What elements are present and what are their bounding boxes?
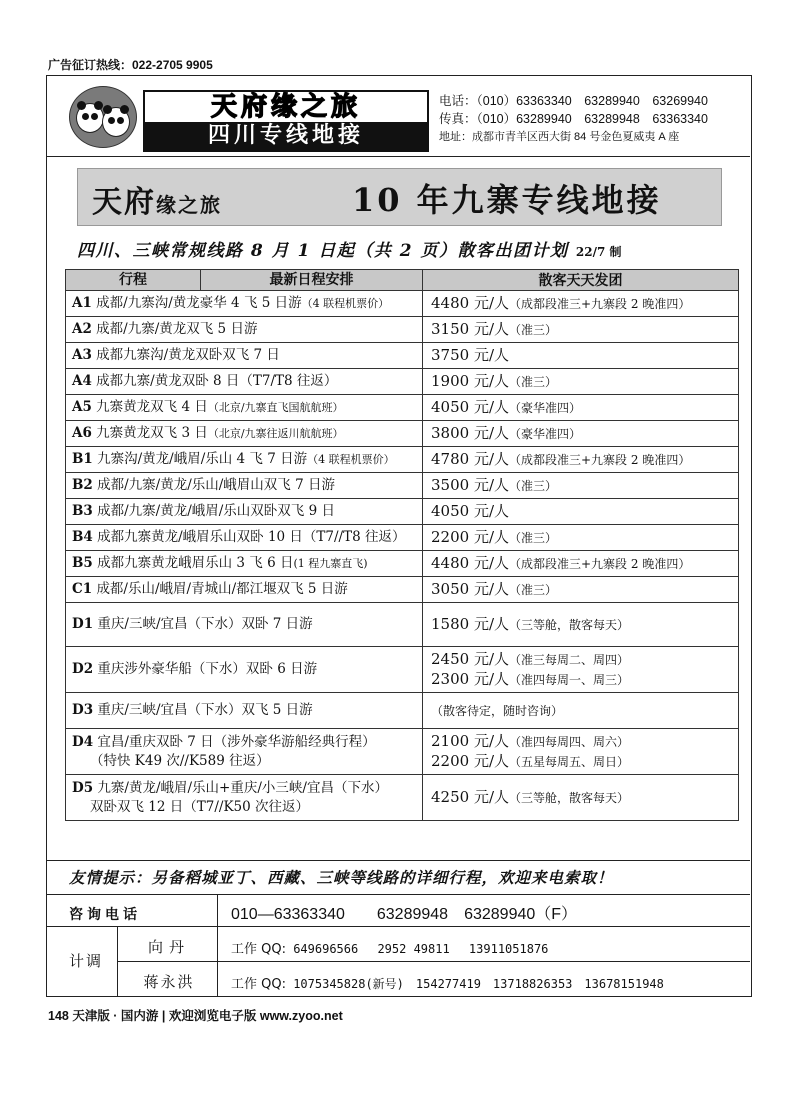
route-cell bbox=[66, 369, 423, 395]
price-cell bbox=[423, 291, 739, 317]
route-cell bbox=[66, 317, 423, 343]
route-cell bbox=[66, 693, 423, 729]
price-note: （准三） bbox=[509, 374, 558, 389]
route-cell bbox=[66, 473, 423, 499]
table-row bbox=[66, 369, 739, 395]
route-note: （北京/九寨往返川航航班） bbox=[207, 427, 344, 440]
price-note: （准三） bbox=[509, 530, 558, 545]
route-code: B4 bbox=[72, 529, 93, 545]
price-note: （五星每周五、周日） bbox=[509, 754, 630, 769]
route-cell bbox=[66, 343, 423, 369]
price-note: （豪华准四） bbox=[509, 400, 582, 415]
price-cell bbox=[423, 317, 739, 343]
route-note: （4 联程机票价） bbox=[301, 297, 390, 310]
price-cell bbox=[423, 369, 739, 395]
route-code: A3 bbox=[72, 347, 92, 363]
divider bbox=[47, 860, 750, 861]
price-value: 2200 元/人 bbox=[431, 527, 509, 546]
route-cell bbox=[66, 603, 423, 647]
header-schedule: 最新日程安排 bbox=[269, 272, 354, 288]
route-name-cont: 双卧双飞 12 日（T7//K50 次往返） bbox=[90, 799, 310, 815]
route-name-cont: （特快 K49 次//K589 往返） bbox=[90, 753, 270, 769]
banner-headline: 10 年九寨专线地接 bbox=[352, 181, 662, 219]
route-cell bbox=[66, 647, 423, 693]
price-value: 2450 元/人 bbox=[431, 649, 509, 668]
price-cell bbox=[423, 577, 739, 603]
route-name: 重庆涉外豪华船（下水）双卧 6 日游 bbox=[97, 661, 318, 677]
table-row bbox=[66, 473, 739, 499]
price-note: （成都段准三+九寨段 2 晚准四） bbox=[509, 452, 691, 467]
panda-logo-icon bbox=[69, 86, 137, 148]
route-cell bbox=[66, 775, 423, 821]
price-value: 1900 元/人 bbox=[431, 371, 509, 390]
price-value: 3800 元/人 bbox=[431, 423, 509, 442]
route-name: 重庆/三峡/宜昌（下水）双飞 5 日游 bbox=[97, 702, 313, 718]
price-value: 3150 元/人 bbox=[431, 319, 509, 338]
address-line: 地址：成都市青羊区西大街 84 号金色夏威夷 A 座 bbox=[439, 131, 680, 143]
route-cell bbox=[66, 395, 423, 421]
price-value: 4050 元/人 bbox=[431, 501, 509, 520]
price-value: 2300 元/人 bbox=[431, 669, 509, 688]
price-cell bbox=[423, 525, 739, 551]
brand-slogan: 四川专线地接 bbox=[145, 122, 427, 150]
price-cell bbox=[423, 447, 739, 473]
phone-line: 电话：（010）63363340 63289940 63269940 bbox=[439, 94, 708, 108]
route-name: 成都九寨黄龙峨眉乐山 3 飞 6 日 bbox=[97, 555, 294, 571]
route-name: 成都/九寨/黄龙双飞 5 日游 bbox=[96, 321, 258, 337]
price-note: （准三每周二、周四） bbox=[509, 652, 630, 667]
table-row bbox=[66, 447, 739, 473]
route-name: 成都/九寨/黄龙/峨眉/乐山双卧双飞 9 日 bbox=[97, 503, 335, 519]
route-note: （北京/九寨直飞国航航班） bbox=[207, 401, 344, 414]
route-cell bbox=[66, 729, 423, 775]
table-header-row bbox=[66, 270, 739, 291]
route-name: 九寨沟/黄龙/峨眉/乐山 4 飞 7 日游 bbox=[97, 451, 308, 467]
route-note: （4 联程机票价） bbox=[307, 453, 395, 466]
itinerary-table bbox=[65, 269, 739, 821]
price-note: （三等舱，散客每天） bbox=[509, 617, 630, 632]
divider bbox=[47, 926, 750, 927]
route-name: 成都/九寨沟/黄龙豪华 4 飞 5 日游 bbox=[96, 295, 302, 311]
consult-label: 咨询电话 bbox=[69, 907, 141, 923]
route-cell bbox=[66, 577, 423, 603]
brand-name: 天府缘之旅 bbox=[210, 92, 361, 122]
route-code: A6 bbox=[72, 425, 92, 441]
price-value: 3750 元/人 bbox=[431, 345, 509, 364]
price-value: 3500 元/人 bbox=[431, 475, 509, 494]
route-name: 九寨黄龙双飞 4 日 bbox=[96, 399, 208, 415]
route-cell bbox=[66, 499, 423, 525]
table-row bbox=[66, 693, 739, 729]
price-cell bbox=[423, 395, 739, 421]
price-note: （豪华准四） bbox=[509, 426, 582, 441]
route-code: A5 bbox=[72, 399, 92, 415]
route-name: 九寨黄龙双飞 3 日 bbox=[96, 425, 208, 441]
table-row bbox=[66, 499, 739, 525]
divider bbox=[217, 894, 218, 996]
price-value: 3050 元/人 bbox=[431, 579, 509, 598]
planner-name: 向丹 bbox=[147, 938, 190, 956]
route-name: 九寨/黄龙/峨眉/乐山+重庆/小三峡/宜昌（下水） bbox=[97, 780, 388, 796]
route-cell bbox=[66, 421, 423, 447]
price-note: （准三） bbox=[509, 478, 558, 493]
consult-section bbox=[47, 894, 750, 996]
table-row bbox=[66, 395, 739, 421]
route-note: (1 程九寨直飞) bbox=[293, 557, 368, 570]
route-code: B1 bbox=[72, 451, 93, 467]
header bbox=[47, 76, 750, 158]
route-code: A4 bbox=[72, 373, 92, 389]
price-value: 2100 元/人 bbox=[431, 731, 509, 750]
price-note: （准四每周四、周六） bbox=[509, 734, 630, 749]
price-note: （成都段准三+九寨段 2 晚准四） bbox=[509, 296, 691, 311]
planner-contact: 工作 QQ: 1075345828(新号) 154277419 13718826353 13678151948 bbox=[231, 977, 664, 992]
price-cell bbox=[423, 421, 739, 447]
route-name: 成都/乐山/峨眉/青城山/都江堰双飞 5 日游 bbox=[96, 581, 348, 597]
price-note: （成都段准三+九寨段 2 晚准四） bbox=[509, 556, 691, 571]
price-value: 4050 元/人 bbox=[431, 397, 509, 416]
route-cell bbox=[66, 525, 423, 551]
price-value: 4480 元/人 bbox=[431, 293, 509, 312]
route-code: C1 bbox=[72, 581, 93, 597]
banner-brand: 天府缘之旅 bbox=[92, 185, 222, 220]
planner-name: 蒋永洪 bbox=[143, 973, 195, 991]
contact-block bbox=[439, 92, 749, 146]
table-row bbox=[66, 291, 739, 317]
price-cell bbox=[423, 603, 739, 647]
price-note: （准三） bbox=[509, 322, 558, 337]
route-code: A2 bbox=[72, 321, 92, 337]
planner-label: 计调 bbox=[69, 952, 104, 970]
price-cell bbox=[423, 775, 739, 821]
route-name: 重庆/三峡/宜昌（下水）双卧 7 日游 bbox=[97, 616, 313, 632]
divider bbox=[117, 961, 750, 962]
price-cell bbox=[423, 343, 739, 369]
consult-phones: 010—63363340 63289948 63289940（F） bbox=[231, 906, 578, 923]
banner bbox=[77, 168, 722, 226]
price-value: 2200 元/人 bbox=[431, 751, 509, 770]
price-cell bbox=[423, 647, 739, 693]
schedule-subtitle: 四川、三峡常规线路 8 月 1 日起（共 2 页）散客出团计划 22/7 制 bbox=[77, 241, 622, 261]
price-note: （准三） bbox=[509, 582, 558, 597]
price-cell bbox=[423, 729, 739, 775]
table-row bbox=[66, 421, 739, 447]
route-code: B5 bbox=[72, 555, 93, 571]
planner-contact: 工作 QQ: 649696566 2952 49811 13911051876 bbox=[231, 942, 549, 957]
route-code: D2 bbox=[72, 661, 94, 677]
price-cell bbox=[423, 693, 739, 729]
divider bbox=[47, 156, 750, 157]
price-note: （三等舱，散客每天） bbox=[509, 790, 630, 805]
route-code: B3 bbox=[72, 503, 93, 519]
price-value: 4250 元/人 bbox=[431, 787, 509, 806]
header-route: 行程 bbox=[66, 270, 201, 290]
route-code: D3 bbox=[72, 702, 94, 718]
table-row bbox=[66, 647, 739, 693]
header-price: 散客天天发团 bbox=[423, 270, 739, 291]
table-row bbox=[66, 577, 739, 603]
route-cell bbox=[66, 447, 423, 473]
route-code: D5 bbox=[72, 780, 94, 796]
table-row bbox=[66, 551, 739, 577]
route-name: 成都九寨沟/黄龙双卧双飞 7 日 bbox=[96, 347, 280, 363]
ad-hotline: 广告征订热线：022-2705 9905 bbox=[48, 58, 213, 72]
table-row bbox=[66, 603, 739, 647]
price-cell bbox=[423, 473, 739, 499]
price-value: 4480 元/人 bbox=[431, 553, 509, 572]
price-note: （准四每周一、周三） bbox=[509, 672, 630, 687]
brand-logo bbox=[143, 90, 429, 152]
header-route-schedule bbox=[66, 270, 423, 291]
route-name: 成都/九寨/黄龙/乐山/峨眉山双飞 7 日游 bbox=[97, 477, 335, 493]
route-name: 成都九寨/黄龙双卧 8 日（T7/T8 往返） bbox=[96, 373, 338, 389]
price-cell bbox=[423, 551, 739, 577]
route-cell bbox=[66, 291, 423, 317]
fax-line: 传真：（010）63289940 63289948 63363340 bbox=[439, 112, 708, 126]
route-name: 宜昌/重庆双卧 7 日（涉外豪华游船经典行程） bbox=[97, 734, 376, 750]
route-cell bbox=[66, 551, 423, 577]
route-code: A1 bbox=[72, 295, 92, 311]
price-cell bbox=[423, 499, 739, 525]
route-code: D4 bbox=[72, 734, 94, 750]
friendly-tip: 友情提示：另备稻城亚丁、西藏、三峡等线路的详细行程，欢迎来电索取！ bbox=[69, 868, 614, 887]
table-row bbox=[66, 775, 739, 821]
table-row bbox=[66, 317, 739, 343]
page-frame bbox=[46, 75, 752, 997]
table-row bbox=[66, 729, 739, 775]
price-value: 1580 元/人 bbox=[431, 614, 509, 633]
route-code: D1 bbox=[72, 616, 94, 632]
route-name: 成都九寨黄龙/峨眉乐山双卧 10 日（T7//T8 往返） bbox=[97, 529, 406, 545]
price-note: （散客待定，随时咨询） bbox=[431, 703, 564, 718]
table-row bbox=[66, 343, 739, 369]
route-code: B2 bbox=[72, 477, 93, 493]
page-footer: 148 天津版 · 国内游 | 欢迎浏览电子版 www.zyoo.net bbox=[48, 1009, 343, 1023]
table-row bbox=[66, 525, 739, 551]
price-value: 4780 元/人 bbox=[431, 449, 509, 468]
